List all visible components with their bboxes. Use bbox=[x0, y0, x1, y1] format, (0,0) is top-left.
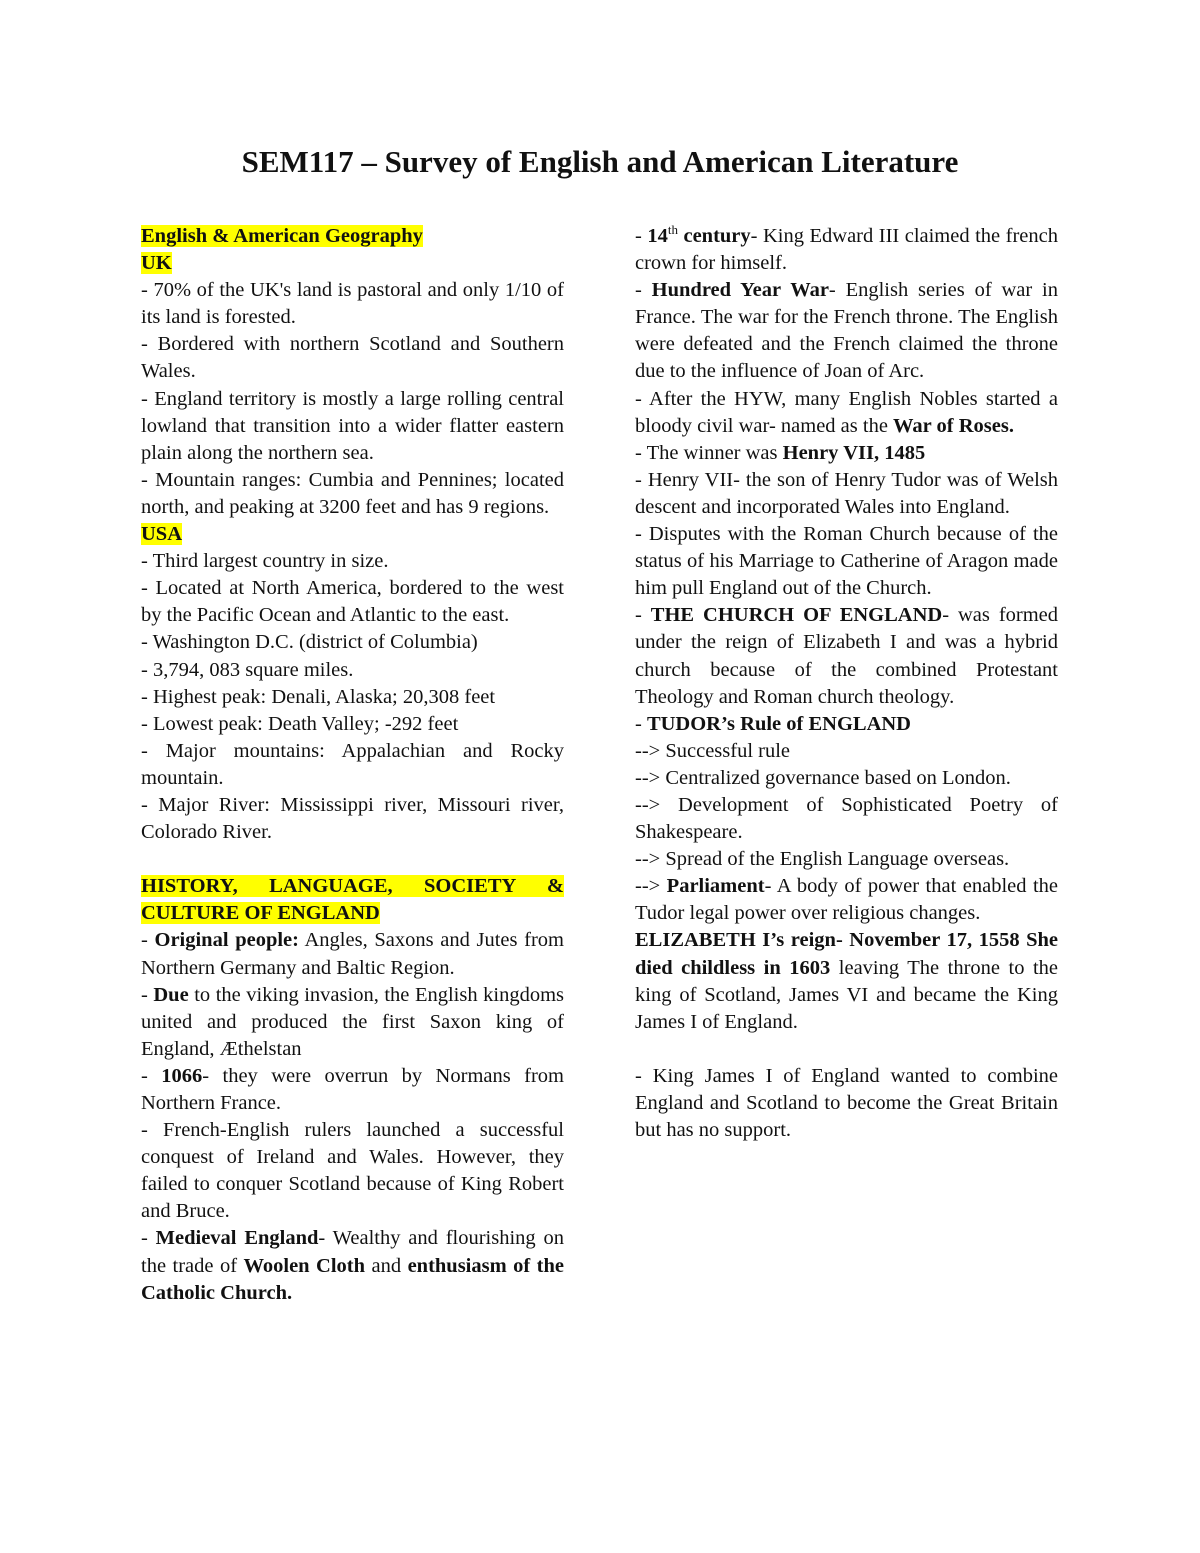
bullet-paragraph bbox=[141, 927, 564, 981]
bold-text: Parliament bbox=[666, 875, 765, 898]
body-text: - Located at North America, bordered to the west by the Pacific Ocean and Atlantic to the east. bbox=[141, 577, 564, 627]
bold-text: 1066 bbox=[161, 1064, 203, 1087]
body-text: - Third largest country in size. bbox=[141, 550, 389, 573]
body-text: - French-English rulers launched a successful conquest of Ireland and Wales. However, they failed to conquer Scotland because of King Robert and Bruce. bbox=[141, 1119, 564, 1223]
bullet-paragraph bbox=[141, 386, 564, 467]
bullet-paragraph bbox=[141, 1117, 564, 1225]
body-text: - 70% of the UK's land is pastoral and only 1/10 of its land is forested. bbox=[141, 279, 564, 329]
body-text: - After the HYW, many English Nobles started a bloody civil war- named as the bbox=[635, 387, 1058, 437]
superscript-text: th bbox=[667, 222, 678, 238]
body-text: - Lowest peak: Death Valley; -292 feet bbox=[141, 712, 459, 735]
body-text: - bbox=[635, 604, 651, 627]
bullet-paragraph bbox=[635, 711, 1058, 738]
bold-text: Medieval England bbox=[155, 1227, 319, 1250]
body-text: - English series of war in France. The war for the French throne. The English were defeated and the French claimed the throne due to the influence of Joan of Arc. bbox=[635, 279, 1058, 383]
bold-text: enthusiasm of the Catholic Church. bbox=[141, 1254, 565, 1304]
section-heading bbox=[141, 223, 564, 250]
body-text: - England territory is mostly a large rolling central lowland that transition into a wider flatter eastern plain along the northern sea. bbox=[141, 387, 564, 464]
body-text: - Mountain ranges: Cumbia and Pennines; located north, and peaking at 3200 feet and has 9 regions. bbox=[141, 468, 564, 518]
bullet-paragraph bbox=[635, 386, 1058, 440]
bullet-paragraph bbox=[635, 738, 1058, 765]
body-text: - bbox=[141, 1064, 162, 1087]
bullet-paragraph bbox=[635, 277, 1058, 385]
body-text: - King James I of England wanted to combine England and Scotland to become the Great Britain but has no support. bbox=[635, 1064, 1058, 1142]
body-text: to the viking invasion, the English kingdoms united and produced the first Saxon king of England, Æthelstan bbox=[141, 983, 565, 1060]
bullet-paragraph bbox=[141, 738, 564, 792]
blank-line bbox=[141, 846, 564, 873]
body-text: - they were overrun by Normans from Northern France. bbox=[141, 1064, 564, 1114]
bold-text: Woolen Cloth bbox=[243, 1254, 366, 1277]
body-text: - 3,794, 083 square miles. bbox=[141, 658, 354, 681]
highlighted-heading-text: HISTORY, LANGUAGE, SOCIETY & CULTURE OF ENGLAND bbox=[141, 875, 564, 925]
bullet-paragraph bbox=[141, 1225, 564, 1306]
section-heading bbox=[141, 873, 564, 927]
bullet-paragraph bbox=[635, 1063, 1058, 1144]
bullet-paragraph bbox=[141, 982, 564, 1063]
bullet-paragraph bbox=[141, 467, 564, 521]
bullet-paragraph bbox=[635, 223, 1058, 277]
bullet-paragraph bbox=[635, 467, 1058, 521]
bullet-paragraph bbox=[635, 765, 1058, 792]
section-heading bbox=[141, 250, 564, 277]
body-text: - Wealthy and flourishing on the trade of bbox=[141, 1227, 564, 1277]
body-text: - bbox=[141, 929, 155, 952]
body-text: - Highest peak: Denali, Alaska; 20,308 feet bbox=[141, 685, 496, 708]
body-text: - King Edward III claimed the french crown for himself. bbox=[635, 225, 1059, 275]
bold-text: TUDOR’s Rule of ENGLAND bbox=[646, 712, 911, 735]
bold-text: Original people: bbox=[154, 929, 299, 952]
body-text: - bbox=[141, 983, 154, 1006]
body-text: - Major River: Mississippi river, Missouri river, Colorado River. bbox=[141, 793, 564, 844]
body-text: Angles, Saxons and Jutes from Northern Germany and Baltic Region. bbox=[141, 929, 565, 979]
bullet-paragraph bbox=[141, 629, 564, 656]
body-text: - Major mountains: Appalachian and Rocky mountain. bbox=[141, 739, 564, 789]
bold-text: War of Roses. bbox=[893, 414, 1014, 437]
highlighted-heading-text: USA bbox=[141, 523, 183, 546]
bullet-paragraph bbox=[635, 602, 1058, 710]
body-text: --> Development of Sophisticated Poetry of Shakespeare. bbox=[635, 793, 1058, 844]
bullet-paragraph bbox=[141, 684, 564, 711]
body-text: - was formed under the reign of Elizabeth I and was a hybrid church because of the combined Protestant Theology and Roman church theology. bbox=[635, 604, 1059, 708]
page-title: SEM117 – Survey of English and American Literature bbox=[241, 144, 959, 179]
body-text: - Washington D.C. (district of Columbia) bbox=[141, 631, 478, 654]
body-text: --> Spread of the English Language overseas. bbox=[635, 848, 1010, 871]
body-text: - The winner was bbox=[635, 441, 783, 464]
bullet-paragraph bbox=[635, 927, 1058, 1035]
body-text: - Henry VII- the son of Henry Tudor was of Welsh descent and incorporated Wales into England. bbox=[635, 468, 1058, 518]
bullet-paragraph bbox=[141, 548, 564, 575]
bold-text: century bbox=[677, 225, 751, 247]
body-text: - Disputes with the Roman Church because of the status of his Marriage to Catherine of Aragon made him pull England out of the Church. bbox=[635, 523, 1058, 600]
body-text: - bbox=[635, 712, 647, 735]
highlighted-heading-text: UK bbox=[141, 252, 172, 275]
bullet-paragraph bbox=[635, 792, 1058, 846]
right-column bbox=[635, 223, 1058, 1144]
bullet-paragraph bbox=[141, 711, 564, 738]
section-heading bbox=[141, 521, 564, 548]
bold-text: Hundred Year War bbox=[651, 279, 829, 302]
left-column bbox=[141, 223, 564, 1307]
highlighted-heading-text: English & American Geography bbox=[141, 225, 423, 247]
body-text: - bbox=[635, 279, 652, 302]
bullet-paragraph bbox=[635, 521, 1058, 602]
bold-text: ELIZABETH I’s reign- November 17, 1558 She died childless in 1603 bbox=[635, 929, 1058, 979]
body-text: leaving The throne to the king of Scotland, James VI and became the King James I of England. bbox=[635, 956, 1058, 1033]
bullet-paragraph bbox=[141, 657, 564, 684]
bold-text: THE CHURCH OF ENGLAND bbox=[650, 604, 943, 627]
body-text: --> Centralized governance based on London. bbox=[635, 766, 1011, 789]
bullet-paragraph bbox=[141, 1063, 564, 1117]
bullet-paragraph bbox=[635, 846, 1058, 873]
body-text: - bbox=[141, 1227, 156, 1250]
body-text: and bbox=[365, 1254, 408, 1277]
body-text: --> bbox=[635, 875, 667, 898]
body-text: - bbox=[635, 225, 648, 247]
bullet-paragraph bbox=[141, 792, 564, 846]
bullet-paragraph bbox=[141, 277, 564, 331]
bold-text: Due bbox=[153, 983, 189, 1006]
body-text: --> Successful rule bbox=[635, 739, 791, 762]
bullet-paragraph bbox=[141, 575, 564, 629]
bullet-paragraph bbox=[141, 331, 564, 385]
bold-text: 14 bbox=[647, 225, 668, 247]
bullet-paragraph bbox=[635, 440, 1058, 467]
blank-line bbox=[635, 1036, 1058, 1063]
body-text: - Bordered with northern Scotland and Southern Wales. bbox=[141, 333, 564, 383]
body-text: - A body of power that enabled the Tudor legal power over religious changes. bbox=[635, 875, 1058, 925]
bold-text: Henry VII, 1485 bbox=[782, 441, 926, 464]
bullet-paragraph bbox=[635, 873, 1058, 927]
